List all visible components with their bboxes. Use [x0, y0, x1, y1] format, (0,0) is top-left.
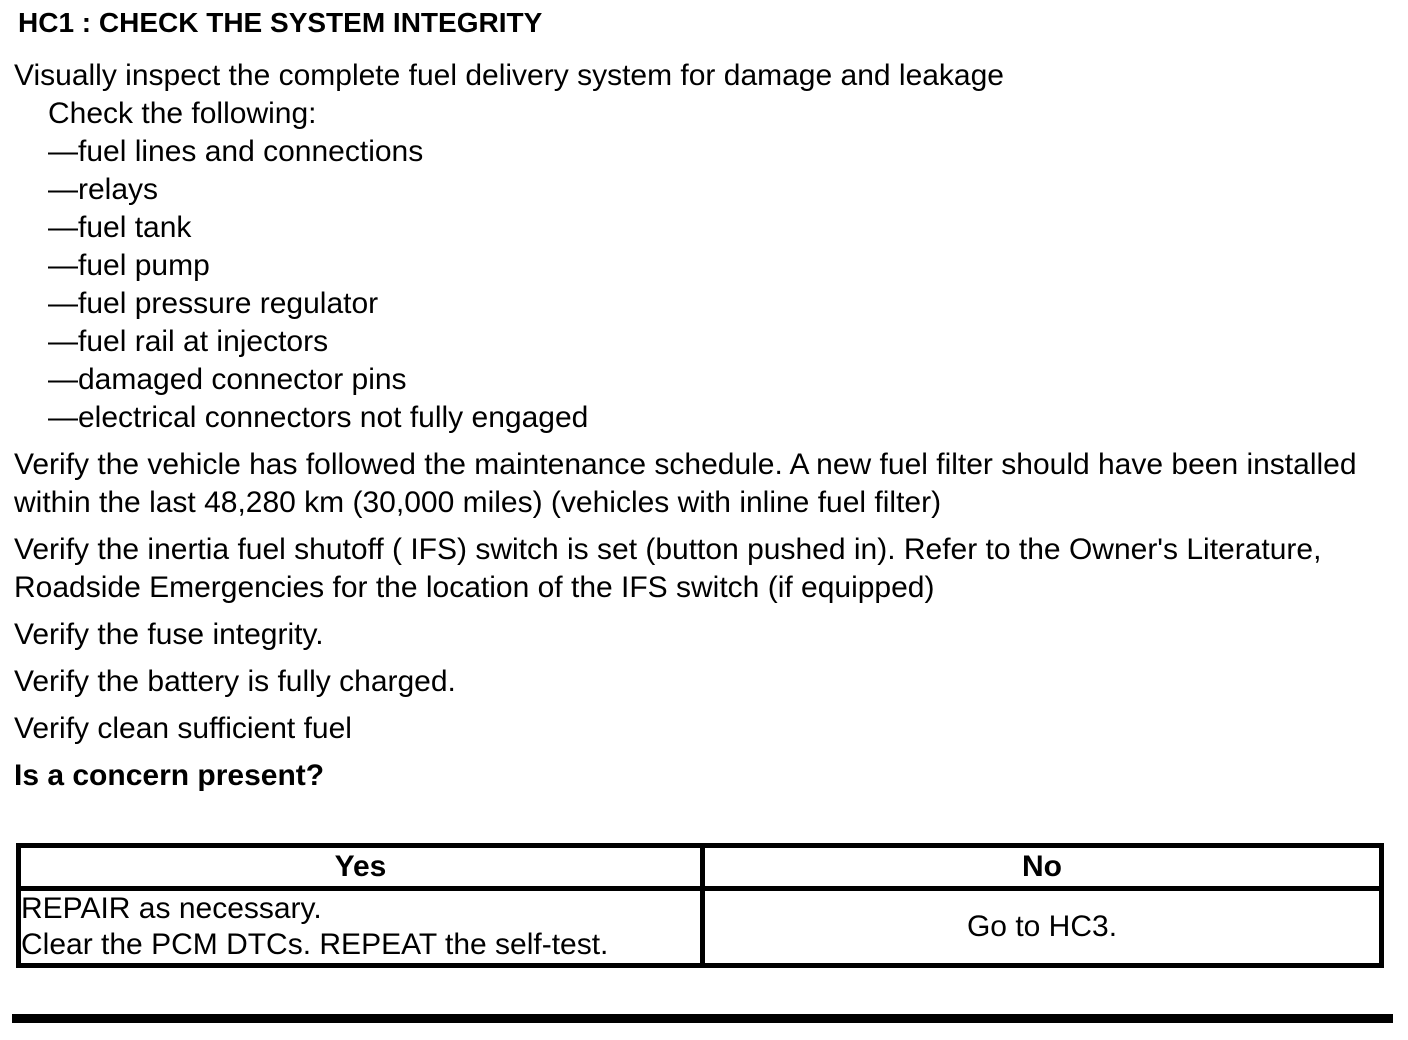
paragraph-fuse: Verify the fuse integrity.: [14, 618, 324, 651]
decision-table-body-row: [19, 889, 1382, 966]
check-list: [48, 95, 1408, 437]
horizontal-rule: [12, 1014, 1393, 1023]
list-item: —fuel pressure regulator: [48, 287, 379, 320]
table-header-yes: Yes: [19, 846, 703, 889]
paragraph-fuel: Verify clean sufficient fuel: [14, 712, 352, 745]
paragraph-maintenance: Verify the vehicle has followed the maintenance schedule. A new fuel filter should have been installed within the last 48,280 km (30,000 miles) (vehicles with inline fuel filter): [14, 448, 1357, 519]
question-text: Is a concern present?: [14, 759, 325, 792]
decision-table-header-row: [19, 846, 1382, 889]
check-list-label: Check the following:: [48, 97, 317, 130]
list-item: —fuel lines and connections: [48, 135, 424, 168]
decision-table: [16, 843, 1384, 968]
list-item: —fuel pump: [48, 249, 210, 282]
list-item: —damaged connector pins: [48, 363, 407, 396]
paragraph-battery: Verify the battery is fully charged.: [14, 665, 456, 698]
no-action-cell: Go to HC3.: [703, 889, 1382, 966]
yes-action-line: REPAIR as necessary.: [21, 892, 322, 925]
list-item: —fuel tank: [48, 211, 192, 244]
intro-paragraph: Visually inspect the complete fuel delivery system for damage and leakage: [14, 59, 1004, 92]
list-item: —electrical connectors not fully engaged: [48, 401, 589, 434]
yes-action-cell: [19, 889, 703, 966]
paragraph-ifs-switch: Verify the inertia fuel shutoff ( IFS) switch is set (button pushed in). Refer to the Owner's Literature, Roadside Emergencies for the location of the IFS switch (if equipped): [14, 533, 1322, 604]
section-heading: HC1 : CHECK THE SYSTEM INTEGRITY: [18, 7, 543, 38]
list-item: —fuel rail at injectors: [48, 325, 329, 358]
table-header-no: No: [703, 846, 1382, 889]
list-item: —relays: [48, 173, 159, 206]
yes-action-line: Clear the PCM DTCs. REPEAT the self-test.: [21, 928, 609, 961]
